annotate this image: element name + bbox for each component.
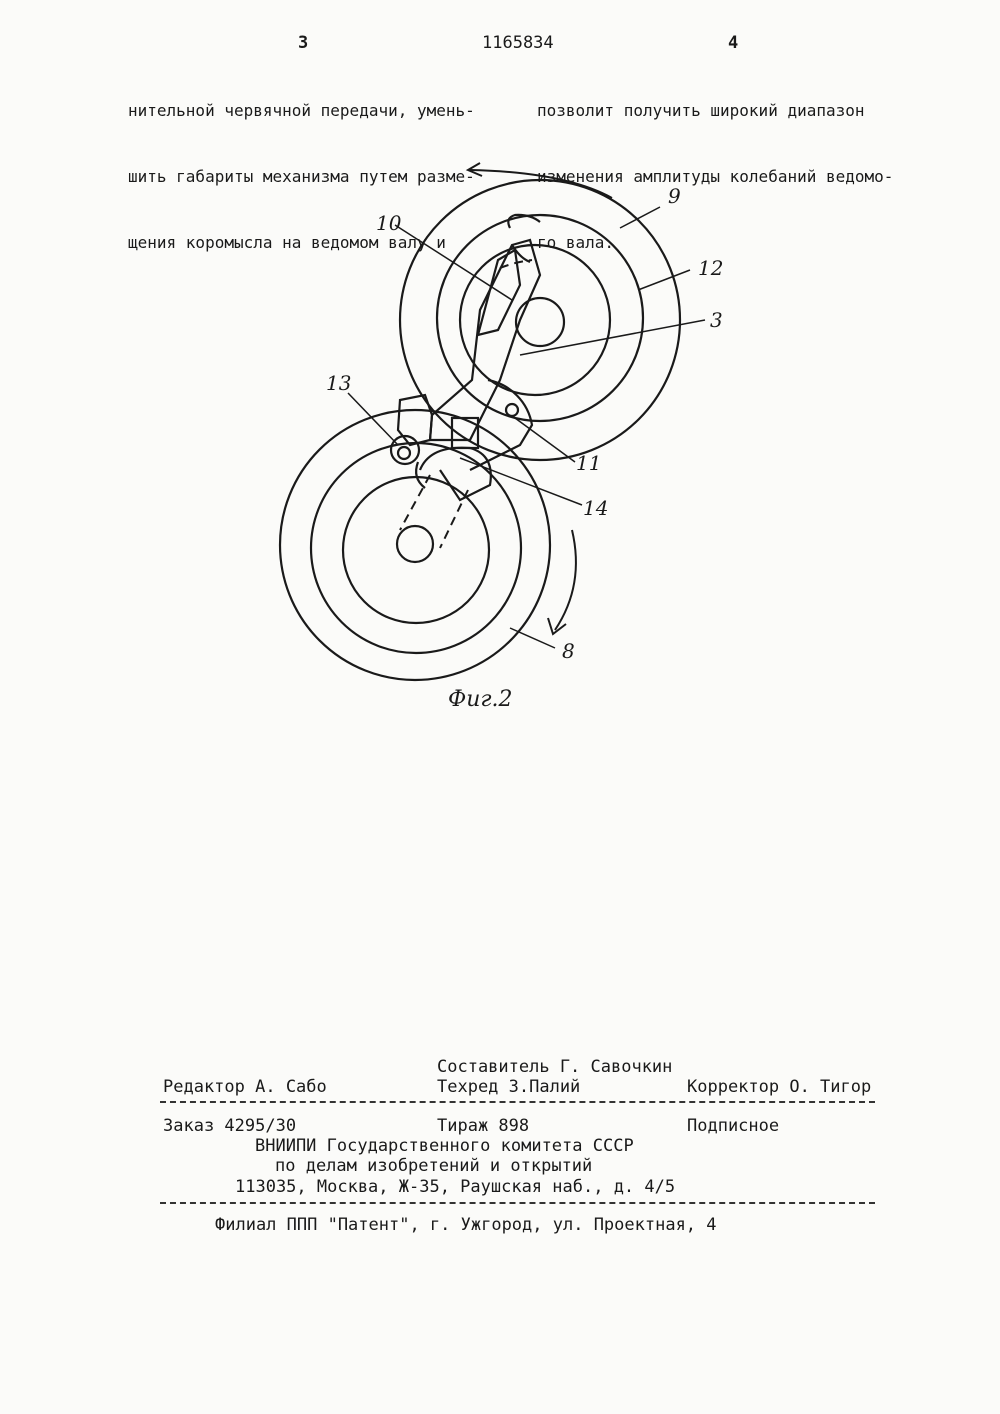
- imprint-org-address: 113035, Москва, Ж-35, Раушская наб., д. 4/5: [235, 1177, 676, 1197]
- pin-11: [506, 404, 518, 416]
- label-13: 13: [326, 371, 352, 395]
- text-line: нительной червячной передачи, умень-: [128, 101, 475, 120]
- imprint-techred: Техред З.Палий: [437, 1077, 581, 1097]
- imprint-compiler: Составитель Г. Савочкин: [437, 1057, 673, 1077]
- label-14: 14: [583, 496, 609, 520]
- figure-caption: Фиг.2: [448, 687, 513, 712]
- gear-8-inner: [343, 477, 489, 623]
- text-line: щения коромысла на ведомом валу и: [128, 233, 446, 252]
- separator-line: [160, 1101, 875, 1103]
- text-line: шить габариты механизма путем разме-: [128, 167, 475, 186]
- page-number-right: 4: [728, 33, 739, 53]
- page-number-left: 3: [298, 33, 309, 53]
- label-3: 3: [710, 308, 723, 332]
- label-11: 11: [576, 451, 602, 475]
- imprint-branch: Филиал ППП "Патент", г. Ужгород, ул. Проектная, 4: [215, 1215, 717, 1235]
- imprint-corrector: Корректор О. Тигор: [687, 1077, 872, 1097]
- upper-shaft: [516, 298, 564, 346]
- pin-13: [398, 447, 410, 459]
- imprint-subscription: Подписное: [687, 1116, 780, 1136]
- imprint-org-line1: ВНИИПИ Государственного комитета СССР: [255, 1136, 634, 1156]
- imprint-circulation: Тираж 898: [437, 1116, 530, 1136]
- label-8: 8: [562, 639, 575, 663]
- block-13: [398, 395, 432, 445]
- lever-14: [420, 448, 491, 500]
- patent-number: 1165834: [482, 33, 554, 53]
- imprint-editor: Редактор А. Сабо: [163, 1077, 327, 1097]
- imprint-order: Заказ 4295/30: [163, 1116, 297, 1136]
- separator-line: [160, 1202, 875, 1204]
- label-9: 9: [668, 184, 681, 208]
- text-line: го вала.: [537, 233, 615, 252]
- label-12: 12: [698, 256, 724, 280]
- lower-shaft: [397, 526, 433, 562]
- text-line: позволит получить широкий диапазон: [537, 101, 865, 120]
- text-line: изменения амплитуды колебаний ведомо-: [537, 167, 894, 186]
- imprint-org-line2: по делам изобретений и открытий: [275, 1156, 593, 1176]
- rotation-arrow-upper: [470, 170, 612, 198]
- label-10: 10: [376, 211, 402, 235]
- rotation-arrow-lower: [555, 530, 576, 630]
